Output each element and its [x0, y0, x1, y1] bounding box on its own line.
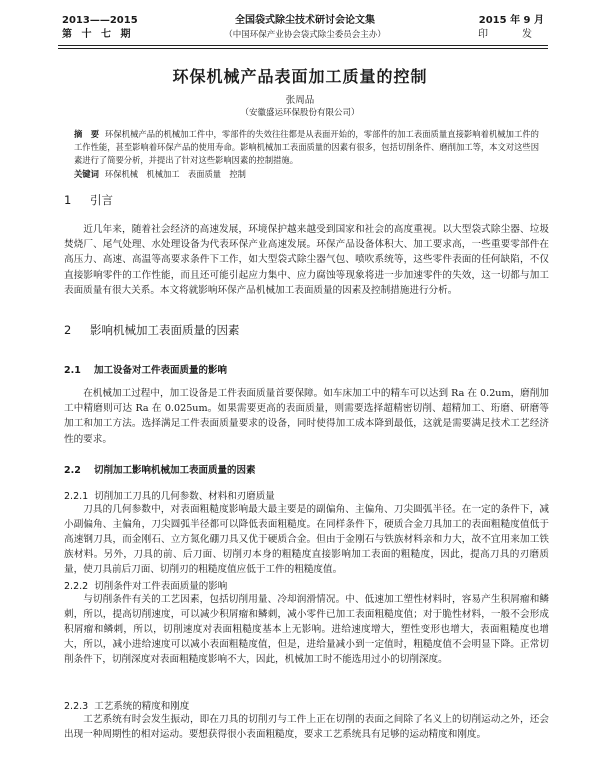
section-2-1-paragraph: 在机械加工过程中，加工设备是工件表面质量首要保障。如车床加工中的精车可以达到 Ra 在 0.2um，磨削加工中精磨则可达 Ra 在 0.025um。如果需要更高的表面质量，则需要选择超精密切削、超精加工、珩磨、研磨等加工和加工方法。选择满足工件表面质量要求的设备，同时使得加工成本降到最低，这就是需要满足技术工艺经济性的要求。 — [64, 388, 549, 445]
journal-title: 全国袋式除尘技术研讨会论文集 — [235, 15, 375, 26]
header-issue: 第 十 七 期 — [62, 29, 134, 40]
section-2-1-heading — [64, 362, 227, 376]
section-1-number: 1 — [64, 193, 72, 207]
header-rule-thin — [58, 48, 548, 49]
abstract — [74, 128, 539, 167]
section-1-heading — [64, 192, 113, 208]
section-2-2-title: 切削加工影响机械加工表面质量的因素 — [94, 465, 256, 476]
section-2-2-heading — [64, 462, 256, 476]
section-2-2-3-number: 2.2.3 — [64, 701, 89, 712]
keywords-label: 关键词 — [74, 169, 99, 179]
section-2-2-2-number: 2.2.2 — [64, 581, 89, 592]
header-years: 2013——2015 — [62, 15, 138, 26]
article-title: 环保机械产品表面加工质量的控制 — [172, 67, 428, 86]
section-2-1-number: 2.1 — [64, 365, 81, 376]
keywords — [74, 168, 539, 181]
article-author: 张周品 — [285, 95, 315, 106]
abstract-text: 环保机械产品的机械加工件中，零部件的失效往往都是从表面开始的，零部件的加工表面质量直接影响着机械加工件的工作性能，甚至影响着环保产品的使用寿命。影响机械加工表面质量的因素有很多，包括切削条件、磨削加工等，本文对这些因素进行了简要分析，并提出了针对这些影响因素的控制措施。 — [74, 129, 539, 165]
section-2-2-3-paragraph: 工艺系统有时会发生振动，即在刀具的切削刃与工件上正在切削的表面之间除了名义上的切削运动之外，还会出现一种周期性的相对运动。要想获得很小表面粗糙度，要求工艺系统具有足够的运动精度和刚度。 — [64, 714, 549, 740]
section-2-title: 影响机械加工表面质量的因素 — [90, 323, 240, 337]
section-2-2-2-heading — [64, 578, 227, 592]
journal-subtitle: （中国环保产业协会袋式除尘委员会主办） — [224, 30, 386, 40]
section-2-2-1-paragraph: 刀具的几何参数中，对表面粗糙度影响最大最主要是的副偏角、主偏角、刀尖圆弧半径。在一定的条件下，减小副偏角、主偏角，刀尖圆弧半径都可以降低表面粗糙度。在同样条件下，硬质合金刀具加工的表面粗糙度值低于高速钢刀具，而金刚石、立方氮化硼刀具又优于硬质合金。但由于金刚石与铁族材料亲和力大，故不宜用来加工铁族材料。另外，刀具的前、后刀面、切削刃本身的粗糙度直接影响加工表面的粗糙度，因此，提高刀具的刃磨质量，使刀具前后刀面、切削刃的粗糙度值应低于工件的粗糙度值。 — [64, 504, 549, 575]
header-rule — [58, 45, 548, 46]
article-affiliation: （安徽盛运环保股份有限公司） — [240, 108, 360, 118]
section-2-2-2-title: 切削条件对工件表面质量的影响 — [94, 581, 228, 592]
section-2-2-3-heading — [64, 698, 189, 712]
section-2-2-number: 2.2 — [64, 465, 81, 476]
section-2-2-3-title: 工艺系统的精度和刚度 — [94, 701, 190, 712]
section-2-1-title: 加工设备对工件表面质量的影响 — [94, 365, 228, 376]
section-2-2-1-number: 2.2.1 — [64, 491, 89, 502]
section-2-heading — [64, 322, 240, 338]
section-1-paragraph: 近几年来，随着社会经济的高速发展，环境保护越来越受到国家和社会的高度重视。以大型袋式除尘器、垃圾焚烧厂、尾气处理、水处理设备为代表环保产业高速发展。环保产品设备体积大、加工要求高，一些重要零部件在高压力、高速、高温等高要求条件下工作，如大型袋式除尘器气包、喷吹系统等，这些零件表面的任何缺陷，不仅直接影响零件的工作性能，而且还可能引起应力集中、应力腐蚀等现象将进一步加速零件的失效，这一切都与加工表面质量有很大关系。本文将就影响环保产品机械加工表面质量的因素及控制措施进行分析。 — [64, 224, 549, 296]
section-1-title: 引言 — [90, 193, 113, 207]
keywords-text: 环保机械 机械加工 表面质量 控制 — [104, 169, 246, 179]
header-left — [62, 14, 138, 42]
section-2-2-1-title: 切削加工刀具的几何参数、材料和刃磨质量 — [94, 491, 275, 502]
section-2-number: 2 — [64, 323, 72, 337]
section-2-2-2-paragraph: 与切削条件有关的工艺因素，包括切削用量、冷却润滑情况。中、低速加工塑性材料时，容易产生积屑瘤和鳞刺，所以，提高切削速度，可以减少积屑瘤和鳞刺，减小零件已加工表面粗糙度值；对于脆性材料，一般不会形成积屑瘤和鳞刺，所以，切削速度对表面粗糙度基本上无影响。进给速度增大，塑性变形也增大，表面粗糙度也增大，所以，减小进给速度可以减小表面粗糙度值，但是，进给量减小到一定值时，粗糙度值不会明显下降。正常切削条件下，切削深度对表面粗糙度影响不大，因此，机械加工时不能选用过小的切削深度。 — [64, 594, 549, 665]
header-right — [478, 14, 544, 42]
header-print-label: 印 发 — [478, 29, 544, 40]
header-date: 2015 年 9 月 — [478, 15, 544, 26]
section-2-2-1-heading — [64, 488, 275, 502]
header-center — [190, 14, 420, 42]
abstract-label: 摘 要 — [74, 129, 100, 139]
